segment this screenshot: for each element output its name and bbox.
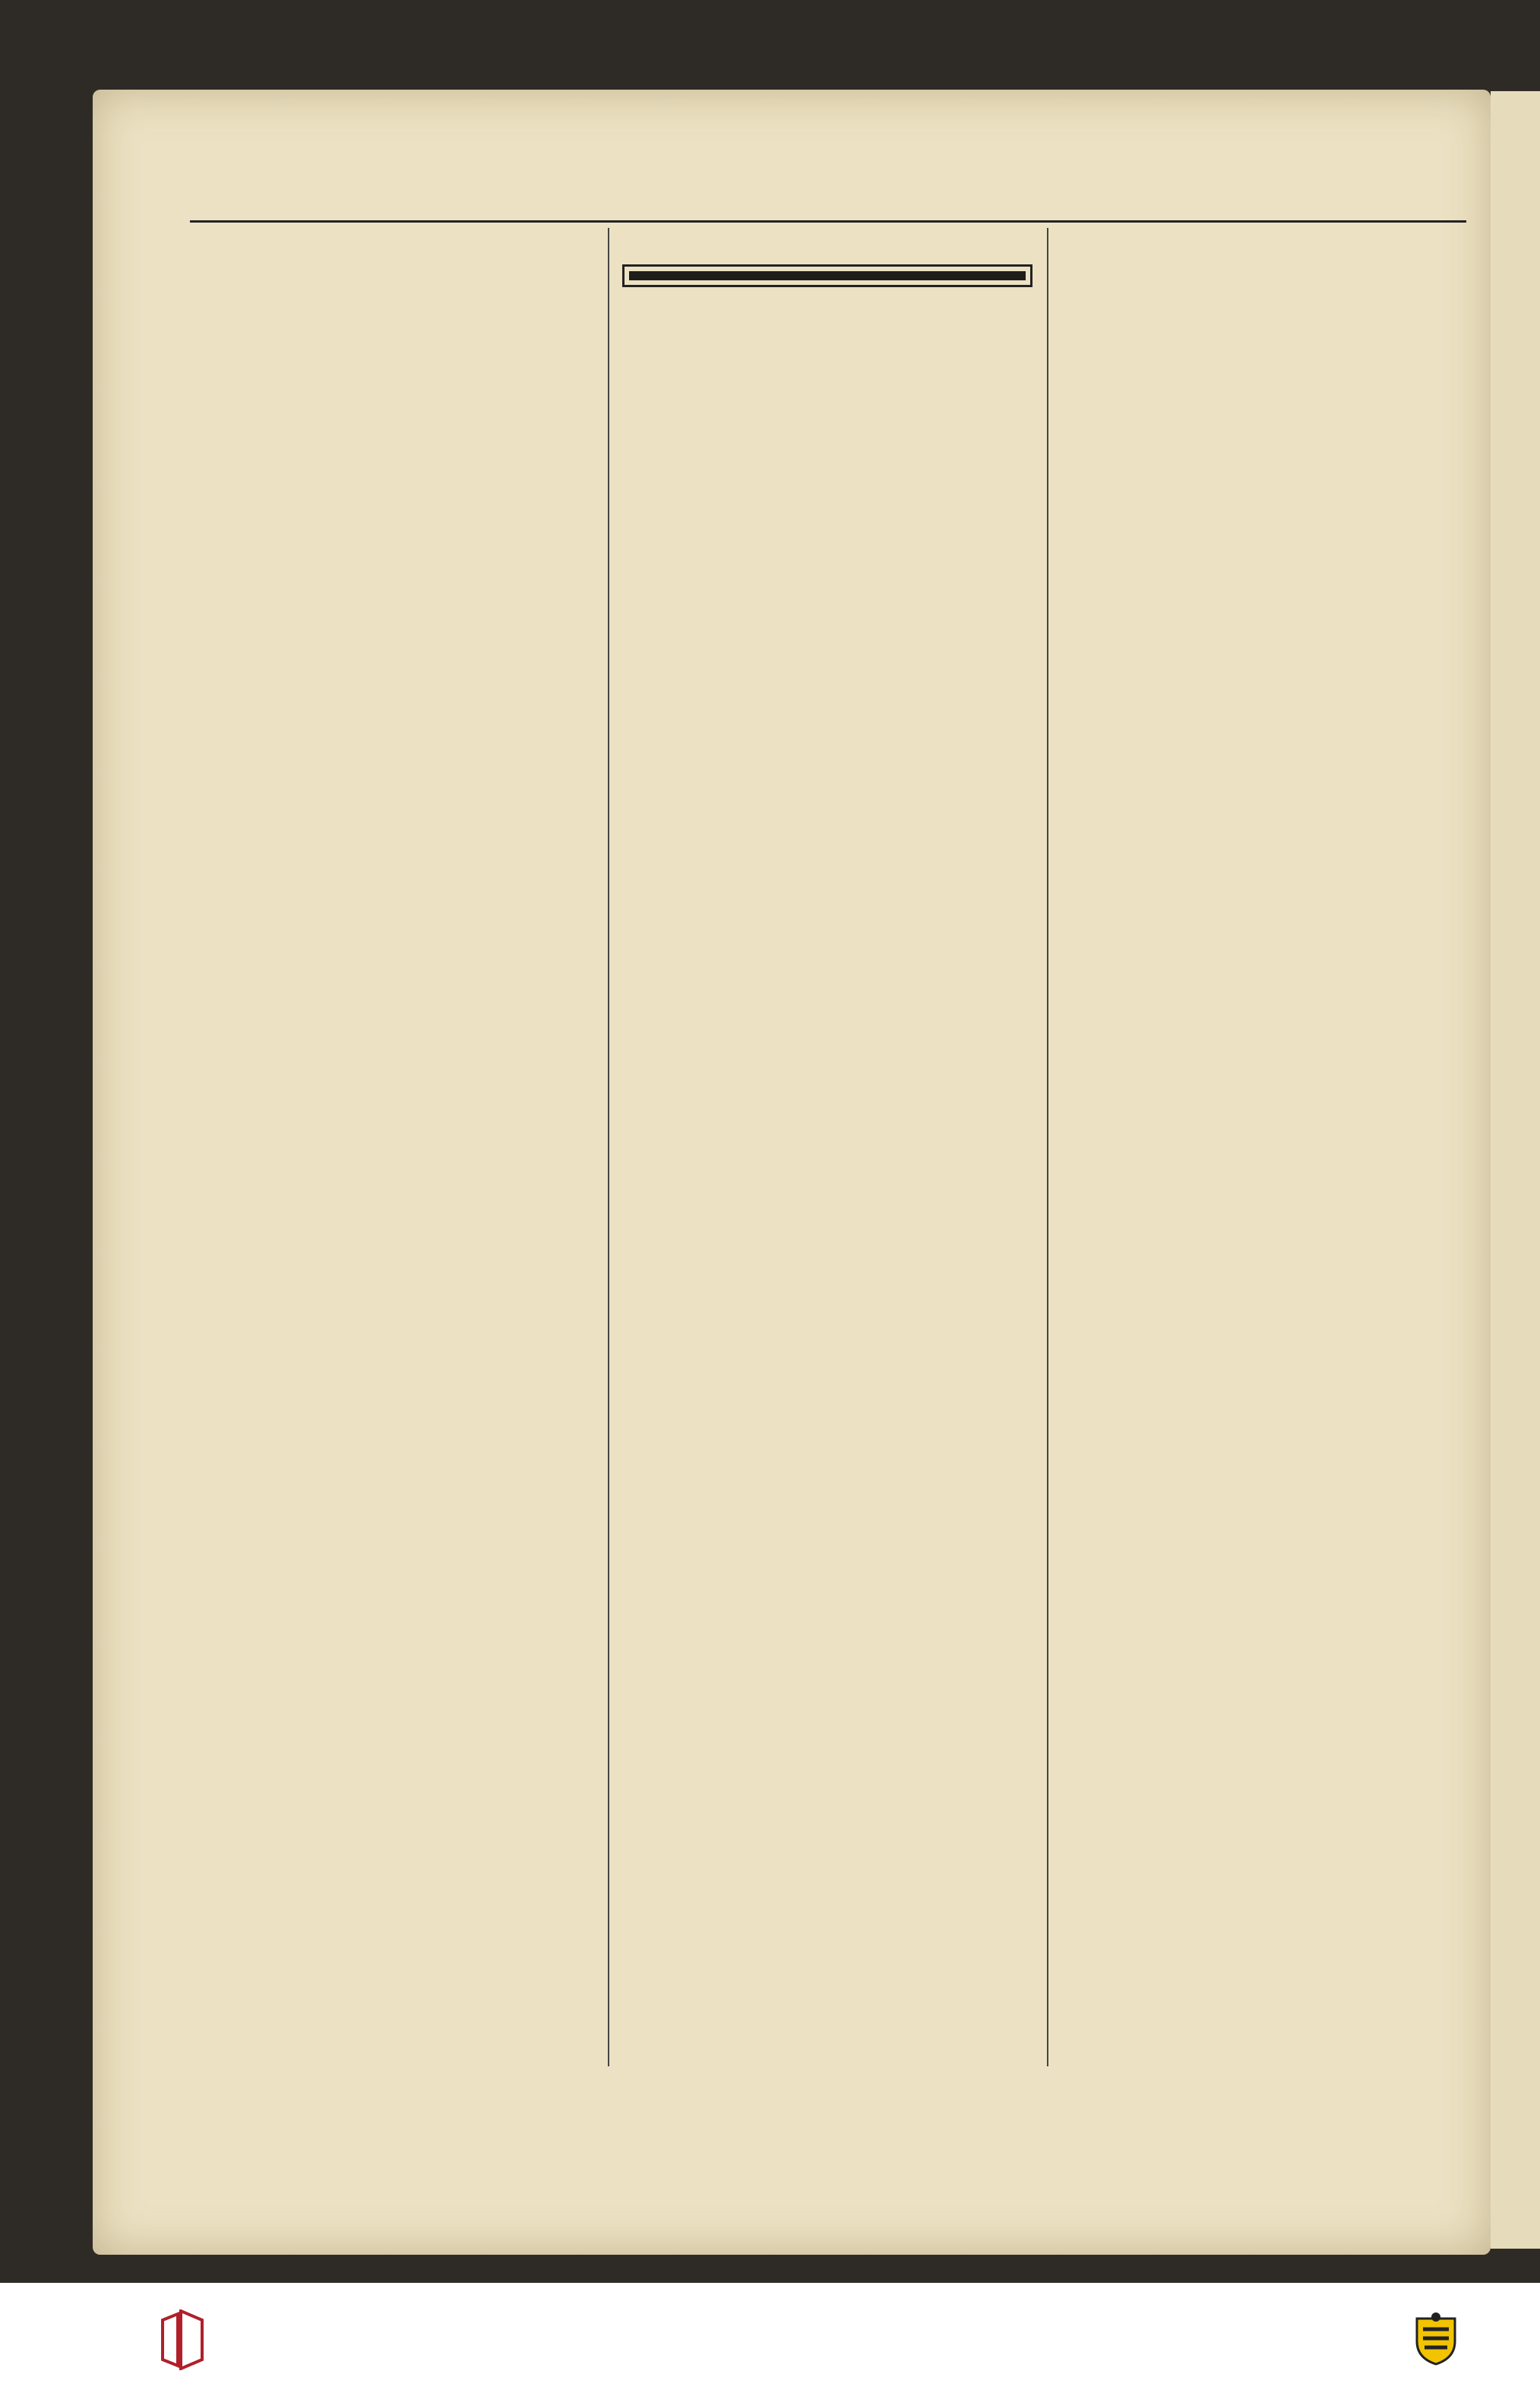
ad-title [629,271,1026,280]
advertisement-box [622,264,1032,287]
column-divider [608,228,609,2066]
library-logo-icon [158,2309,205,2370]
column-divider [1047,228,1048,2066]
viewer-footer [0,2283,1540,2393]
coat-of-arms-icon [1409,2311,1463,2366]
directory-column-2 [619,248,1036,295]
facing-page-edge [1491,91,1540,2249]
header-rule [190,220,1466,223]
scanned-page [93,90,1491,2255]
